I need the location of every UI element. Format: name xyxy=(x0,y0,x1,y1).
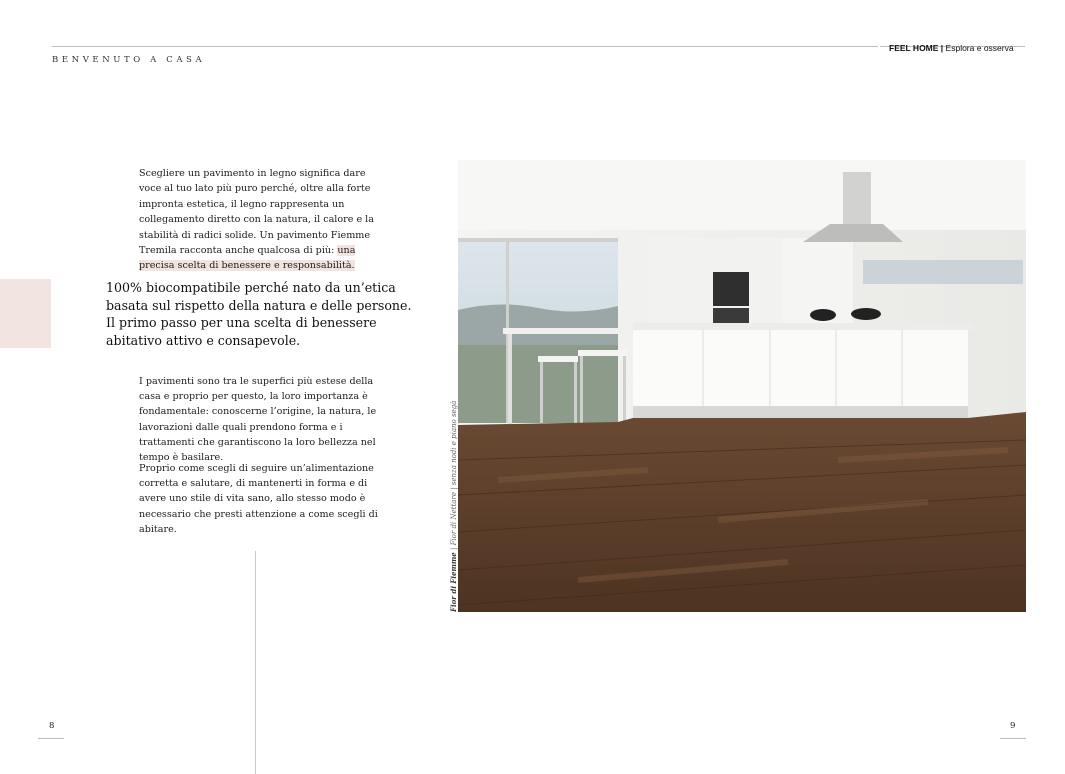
header-separator: | xyxy=(938,43,946,53)
accent-block xyxy=(0,279,51,348)
caption-details: | Fior di Nettare | senza nodi e piano segà xyxy=(450,400,458,553)
kitchen-photo-icon xyxy=(458,160,1026,612)
header-tagline: Esplora e osserva xyxy=(945,43,1014,53)
page-number-right: 9 xyxy=(1010,721,1016,731)
intro-text: Scegliere un pavimento in legno significa dare voce al tuo lato più puro perché, oltre alla forte impronta estetica, il legno rappresenta un collegamento diretto con la natura, il calore e la stabilità di radici solide. Un pavimento Fiemme Tremila racconta anche qualcosa di più: xyxy=(139,168,374,257)
body-paragraph-2: Proprio come scegli di seguire un’alimentazione corretta e salutare, di mantenerti in forma e di avere uno stile di vita sano, allo stesso modo è necessario che presti attenzione a come scegli di abitare. xyxy=(139,463,378,535)
page-number-left-rule xyxy=(38,738,64,739)
vertical-divider xyxy=(255,551,256,774)
intro-paragraph xyxy=(139,166,375,274)
caption-product: Fior di Fiemme xyxy=(449,552,458,612)
photo-caption xyxy=(449,401,458,612)
header-rule xyxy=(52,46,878,47)
brand-label: FEEL HOME xyxy=(889,43,939,53)
body-paragraph-1: I pavimenti sono tra le superfici più estese della casa e proprio per questo, la loro importanza è fondamentale: conoscerne l’origine, la natura, le lavorazioni dalle quali prendono forma e i trattamenti che garantiscono la loro bellezza nel tempo è basilare. xyxy=(139,376,377,464)
running-header xyxy=(889,43,1014,53)
page-number-right-rule xyxy=(1000,738,1026,739)
intro-highlight: una precisa scelta di benessere e responsabilità. xyxy=(139,245,356,272)
lead-statement xyxy=(106,279,426,349)
page-number-left: 8 xyxy=(49,721,55,731)
lead-line-1: 100% biocompatibile perché nato da un’etica basata sul rispetto della natura e delle persone. xyxy=(106,280,412,313)
lead-line-2: Il primo passo per una scelta di benessere abitativo attivo e consapevole. xyxy=(106,315,377,348)
section-kicker: BENVENUTO A CASA xyxy=(52,55,206,65)
